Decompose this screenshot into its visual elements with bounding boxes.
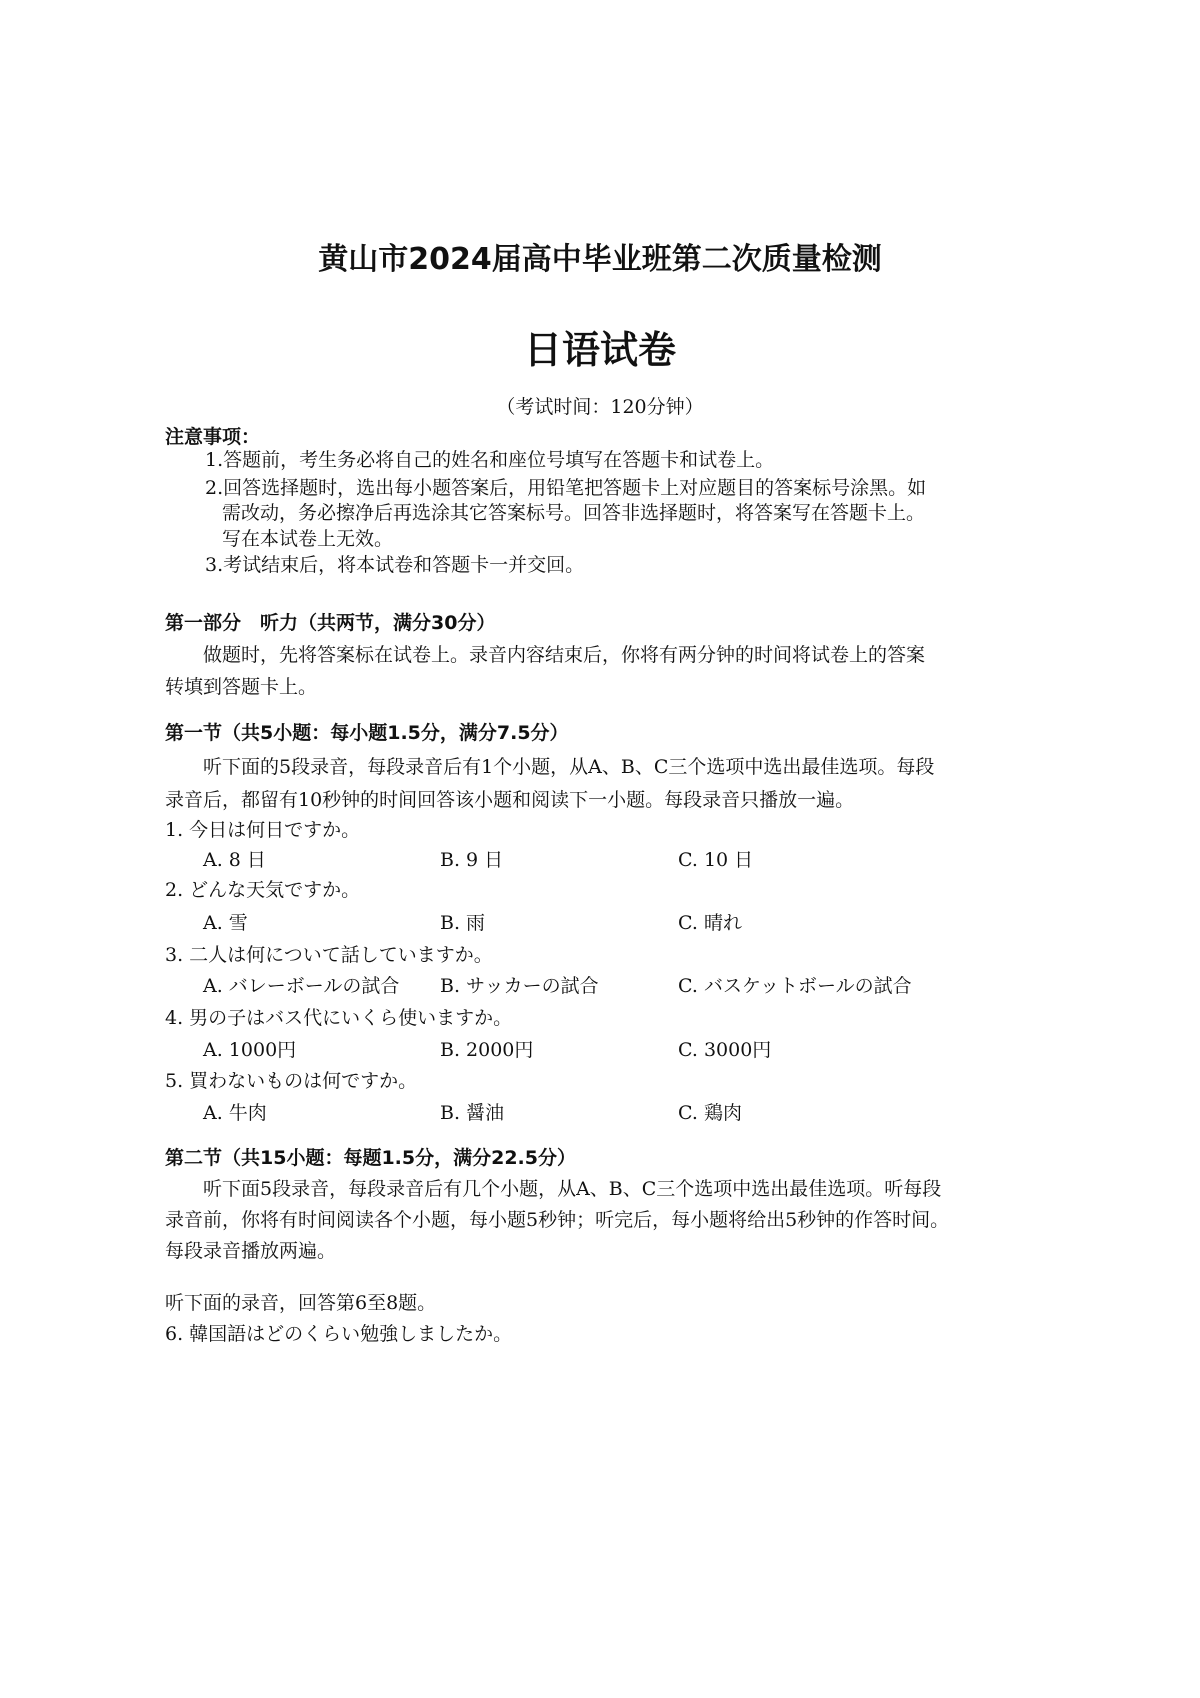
question-3: 3. 二人は何について話していますか。	[165, 944, 493, 966]
option-a: A. 8 日	[203, 849, 266, 871]
question-1: 1. 今日は何日ですか。	[165, 819, 361, 841]
option-c: C. 晴れ	[678, 912, 742, 934]
option-b: B. サッカーの試合	[440, 975, 599, 997]
part1-heading: 第一部分 听力（共两节，满分30分）	[165, 612, 496, 634]
option-a: A. 雪	[203, 912, 248, 934]
exam-subject: 日语试卷	[523, 328, 676, 372]
question-2: 2. どんな天気ですか。	[165, 879, 361, 901]
option-c: C. 10 日	[678, 849, 754, 871]
option-b: B. 雨	[440, 912, 486, 934]
question-6: 6. 韓国語はどのくらい勉強しましたか。	[165, 1323, 513, 1345]
section1-heading: 第一节（共5小题：每小题1.5分，满分7.5分）	[165, 722, 569, 744]
exam-time: （考试时间：120分钟）	[496, 396, 704, 418]
section2-heading: 第二节（共15小题：每题1.5分，满分22.5分）	[165, 1147, 576, 1169]
option-a: A. 1000円	[203, 1039, 297, 1061]
section2-intro: 听下面5段录音，每段录音后有几个小题，从A、B、C三个选项中选出最佳选项。听每段	[203, 1178, 942, 1200]
section2-intro: 每段录音播放两遍。	[165, 1240, 337, 1262]
part1-intro: 做题时，先将答案标在试卷上。录音内容结束后，你将有两分钟的时间将试卷上的答案	[203, 644, 926, 666]
option-c: C. 鶏肉	[678, 1102, 742, 1124]
option-b: B. 2000円	[440, 1039, 534, 1061]
section1-intro: 听下面的5段录音，每段录音后有1个小题，从A、B、C三个选项中选出最佳选项。每段	[203, 756, 935, 778]
section1-intro: 录音后，都留有10秒钟的时间回答该小题和阅读下一小题。每段录音只播放一遍。	[165, 789, 855, 811]
option-b: B. 醤油	[440, 1102, 505, 1124]
option-a: A. バレーボールの試合	[203, 975, 400, 997]
section2-intro: 录音前，你将有时间阅读各个小题，每小题5秒钟；听完后，每小题将给出5秒钟的作答时间。	[165, 1209, 950, 1231]
part1-intro: 转填到答题卡上。	[165, 676, 318, 698]
option-b: B. 9 日	[440, 849, 504, 871]
option-c: C. バスケットボールの試合	[678, 975, 912, 997]
question-5: 5. 買わないものは何ですか。	[165, 1070, 418, 1092]
notice-line: 需改动，务必擦净后再选涂其它答案标号。回答非选择题时，将答案写在答题卡上。	[222, 502, 926, 524]
notice-line: 3.考试结束后，将本试卷和答题卡一并交回。	[205, 554, 585, 576]
option-a: A. 牛肉	[203, 1102, 267, 1124]
exam-title: 黄山市2024届高中毕业班第二次质量检测	[318, 242, 882, 277]
section2-prompt: 听下面的录音，回答第6至8题。	[165, 1292, 437, 1314]
notice-heading: 注意事项：	[165, 426, 261, 448]
option-c: C. 3000円	[678, 1039, 772, 1061]
notice-line: 1.答题前，考生务必将自己的姓名和座位号填写在答题卡和试卷上。	[205, 449, 775, 471]
notice-line: 2.回答选择题时，选出每小题答案后，用铅笔把答题卡上对应题目的答案标号涂黑。如	[205, 477, 927, 499]
question-4: 4. 男の子はバス代にいくら使いますか。	[165, 1007, 513, 1029]
notice-line: 写在本试卷上无效。	[222, 528, 394, 550]
